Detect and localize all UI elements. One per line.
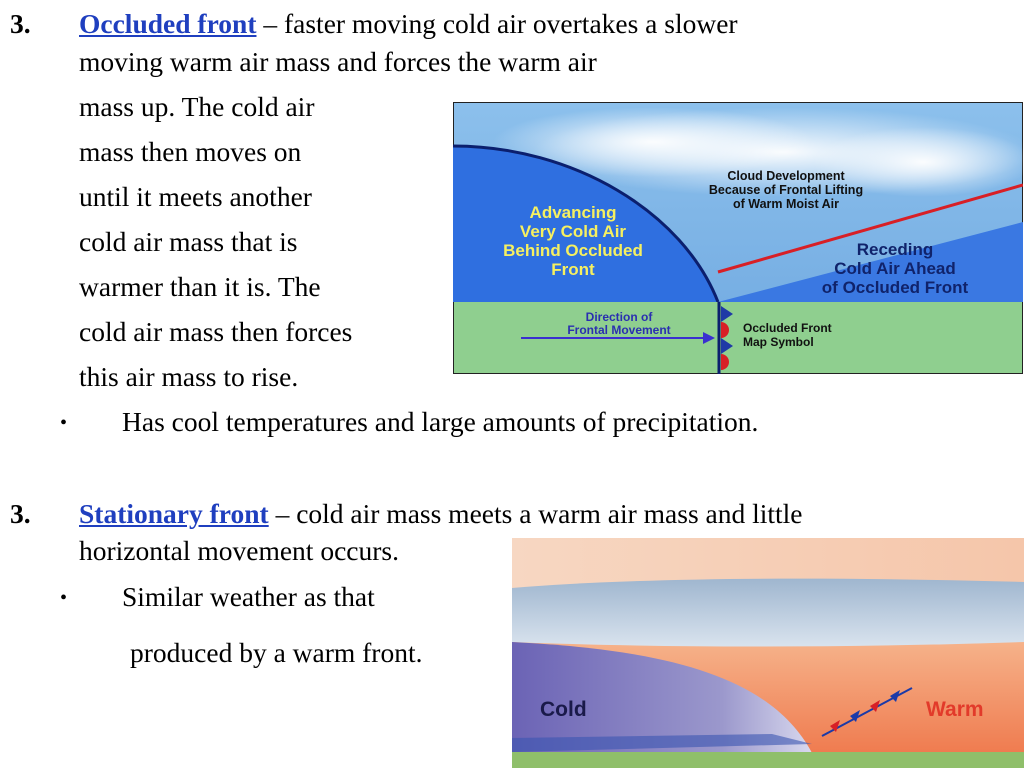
occluded-wrap-line: until it meets another [79,181,312,212]
occluded-wrap-line: mass then moves on [79,136,302,167]
occluded-wrap-line: warmer than it is. The [79,271,321,302]
warm-label: Warm [926,698,984,721]
stationary-bullet-line-1: Similar weather as that [122,581,375,612]
bullet-mark: • [60,412,68,434]
occluded-bullet-text: Has cool temperatures and large amounts of precipitation. [122,406,759,437]
stationary-bullet-line-2: produced by a warm front. [130,637,423,668]
bullet-mark: • [60,587,68,609]
cold-label: Advancing [529,203,617,222]
stationary-definition: – cold air mass meets a warm air mass and little [268,498,803,529]
symbol-label: Occluded Front [743,321,832,335]
occluded-wrap-line: this air mass to rise. [79,361,299,392]
direction-label: Direction of [585,310,653,324]
occluded-wrap-line: mass up. The cold air [79,91,315,122]
cloud-label: Because of Frontal Lifting [708,183,864,197]
cloud-band [512,579,1024,647]
cloud-label: Cloud Development [727,169,845,183]
occluded-front-diagram [453,102,1023,374]
occluded-wrap-line: cold air mass that is [79,226,298,257]
receding-label: of Occluded Front [821,278,969,297]
occluded-wrap-line: cold air mass then forces [79,316,353,347]
stationary-front-diagram [512,538,1024,768]
cold-label: Front [551,260,595,279]
item-number-stationary: 3. [10,498,31,529]
stationary-line-2: horizontal movement occurs. [79,535,399,566]
cold-label: Cold [540,698,587,721]
occluded-front-term: Occluded front [79,8,257,39]
cloud-label: of Warm Moist Air [732,197,840,211]
item-number-occluded: 3. [10,8,31,39]
symbol-label: Map Symbol [743,335,814,349]
cold-label: Very Cold Air [519,222,627,241]
occluded-line-2: moving warm air mass and forces the warm air [79,46,597,77]
stationary-line-1 [79,498,803,530]
direction-label: Frontal Movement [567,323,671,337]
receding-label: Receding [856,240,934,259]
stationary-front-term: Stationary front [79,498,269,529]
occluded-definition: – faster moving cold air overtakes a slower [256,8,738,39]
receding-label: Cold Air Ahead [834,259,956,278]
occluded-line-1 [79,8,738,40]
ground-strip [512,752,1024,768]
cold-label: Behind Occluded [503,241,643,260]
